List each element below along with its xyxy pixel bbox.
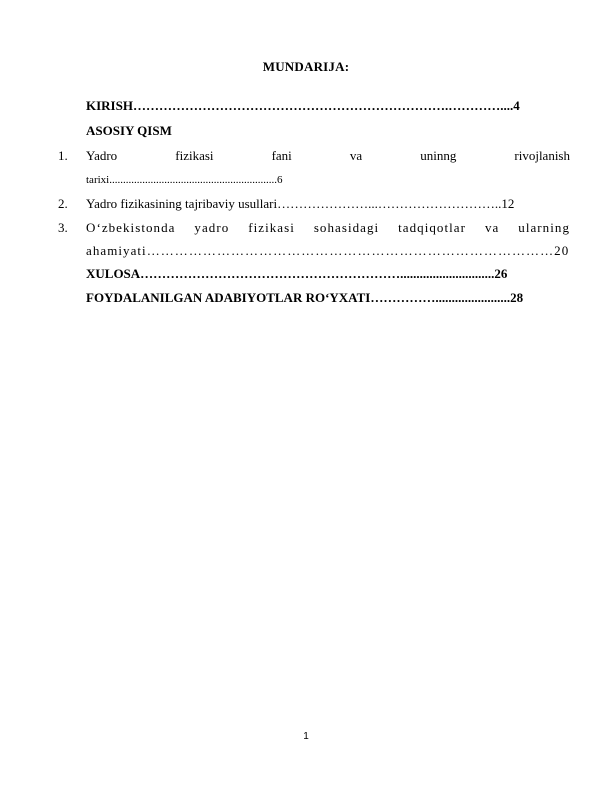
toc-entry-3-word: sohasidagi [313,220,380,235]
toc-entry-1-word: fizikasi [175,148,214,163]
toc-entry-1-continuation: tarixi.............................................................6 [86,174,283,186]
toc-entry-3-word: va [484,220,500,235]
toc-entry-3-word: ularning [518,220,570,235]
toc-item-number-2: 2. [58,196,68,211]
toc-entry-1-word: fani [271,148,292,163]
toc-entry-kirish: KIRISH……………………………………………………………….…………....4 [86,98,520,113]
toc-entry-3 [86,220,570,236]
toc-entry-1-word: va [349,148,363,163]
toc-entry-1-word: rivojlanish [514,148,570,163]
toc-entry-1-word: Yadro [86,148,118,163]
toc-entry-3-word: O‘zbekistonda [86,220,176,235]
toc-entry-1 [86,148,570,164]
toc-section-asosiy-qism: ASOSIY QISM [86,123,172,138]
toc-entry-3-continuation: ahamiyati……………………………………………………………………………20 [86,243,570,258]
toc-entry-2: Yadro fizikasining tajribaviy usullari…………………...………………………..12 [86,196,515,211]
toc-entry-foydalanilgan-adabiyotlar: FOYDALANILGAN ADABIYOTLAR RO‘YXATI…………….......................28 [86,290,524,305]
toc-entry-3-word: tadqiqotlar [398,220,467,235]
toc-item-number-3: 3. [58,220,68,235]
toc-entry-3-word: yadro [194,220,230,235]
toc-item-number-1: 1. [58,148,68,163]
toc-entry-xulosa: XULOSA…………………………………………………….............................26 [86,266,508,281]
toc-title: MUNDARIJA: [262,59,350,74]
page-number: 1 [303,731,309,742]
toc-entry-3-word: fizikasi [248,220,295,235]
toc-entry-1-word: uninng [420,148,457,163]
